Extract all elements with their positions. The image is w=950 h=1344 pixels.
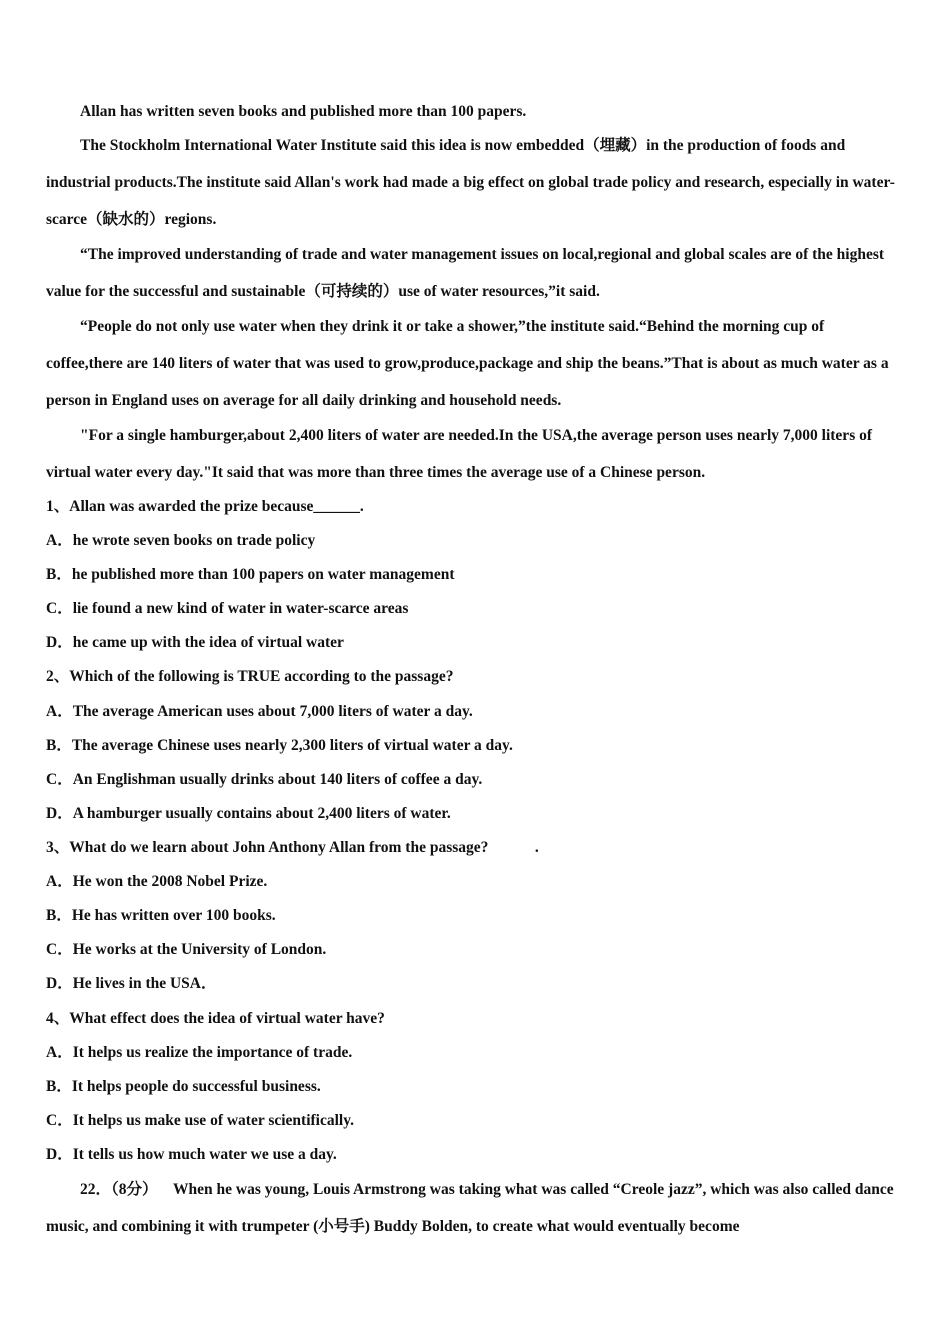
next-passage-paragraph: 22．（8分） When he was young, Louis Armstrong was taking what was called “Creole jazz”, which was also called dance music, and combining it with trumpeter (小号手) Buddy Bolden, to create what would eventually become bbox=[46, 1181, 898, 1235]
passage-paragraph-5: "For a single hamburger,about 2,400 liters of water are needed.In the USA,the average person uses nearly 7,000 liters of virtual water every day."It said that was more than three times the average use of a Chinese person. bbox=[46, 427, 873, 481]
question-1-option-c: C．lie found a new kind of water in water-scarce areas bbox=[46, 600, 409, 617]
question-3-option-b: B．He has written over 100 books. bbox=[46, 907, 276, 924]
question-3-option-d: D．He lives in the USA． bbox=[46, 975, 217, 992]
question-4-option-a: A．It helps us realize the importance of trade. bbox=[46, 1044, 353, 1061]
question-1-stem: 1、Allan was awarded the prize because______. bbox=[46, 498, 364, 515]
question-3-option-c: C．He works at the University of London. bbox=[46, 941, 327, 958]
question-3-stem: 3、What do we learn about John Anthony Allan from the passage? . bbox=[46, 839, 539, 856]
question-4-option-b: B．It helps people do successful business. bbox=[46, 1078, 321, 1095]
question-4-option-d: D．It tells us how much water we use a day. bbox=[46, 1146, 337, 1163]
question-1-option-a: A．he wrote seven books on trade policy bbox=[46, 532, 316, 549]
question-2-option-b: B．The average Chinese uses nearly 2,300 liters of virtual water a day. bbox=[46, 737, 513, 754]
passage-paragraph-1: Allan has written seven books and published more than 100 papers. bbox=[80, 103, 527, 120]
question-4-option-c: C．It helps us make use of water scientifically. bbox=[46, 1112, 354, 1129]
question-2-option-d: D．A hamburger usually contains about 2,400 liters of water. bbox=[46, 805, 451, 822]
question-1-option-b: B．he published more than 100 papers on water management bbox=[46, 566, 455, 583]
question-2-option-a: A．The average American uses about 7,000 liters of water a day. bbox=[46, 703, 473, 720]
passage-paragraph-2: The Stockholm International Water Institute said this idea is now embedded（埋藏）in the production of foods and industrial products.The institute said Allan's work had made a big effect on global trade policy and research, especially in water-scarce（缺水的）regions. bbox=[46, 137, 895, 228]
question-2-stem: 2、Which of the following is TRUE according to the passage? bbox=[46, 668, 454, 685]
passage-paragraph-3: “The improved understanding of trade and water management issues on local,regional and global scales are of the highest value for the successful and sustainable（可持续的）use of water resources,”it said. bbox=[46, 246, 885, 300]
question-4-stem: 4、What effect does the idea of virtual water have? bbox=[46, 1010, 385, 1027]
passage-paragraph-4: “People do not only use water when they drink it or take a shower,”the institute said.“Behind the morning cup of coffee,there are 140 liters of water that was used to grow,produce,package and ship the beans.”That is about as much water as a person in England uses on average for all daily drinking and household needs. bbox=[46, 318, 889, 409]
question-1-option-d: D．he came up with the idea of virtual water bbox=[46, 634, 344, 651]
question-3-option-a: A．He won the 2008 Nobel Prize. bbox=[46, 873, 268, 890]
question-2-option-c: C．An Englishman usually drinks about 140 liters of coffee a day. bbox=[46, 771, 483, 788]
